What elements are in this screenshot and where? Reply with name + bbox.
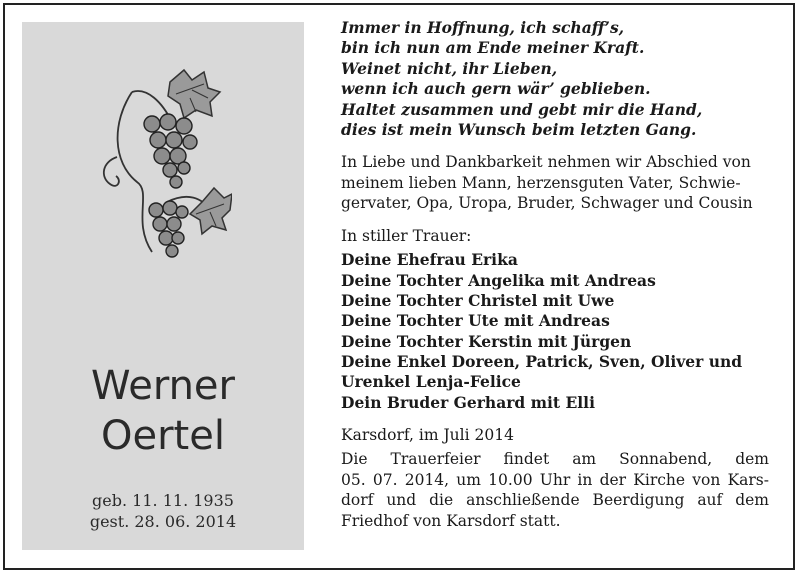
poem-line: Weinet nicht, ihr Lieben,: [341, 58, 558, 78]
life-dates: [22, 490, 304, 532]
poem-line: Immer in Hoffnung, ich schaff’s,: [341, 18, 625, 37]
deceased-last-name: Oertel: [101, 413, 225, 459]
funeral-line: dorf und die anschließende Beerdigung auf dem: [341, 491, 769, 510]
name-panel: [22, 22, 304, 550]
farewell-line: In Liebe und Dankbarkeit nehmen wir Abschied von: [341, 153, 751, 172]
funeral-line: Friedhof von Karsdorf statt.: [341, 511, 561, 530]
funeral-line: Die Trauerfeier findet am Sonnabend, dem: [341, 450, 769, 469]
mourner: Deine Tochter Ute mit Andreas: [341, 311, 610, 331]
grapevine-icon: [92, 62, 232, 262]
mourner: Urenkel Lenja-Felice: [341, 372, 521, 392]
poem-line: Haltet zusammen und gebt mir die Hand,: [341, 99, 703, 119]
mourner: Deine Tochter Christel mit Uwe: [341, 291, 615, 311]
mourner: Dein Bruder Gerhard mit Elli: [341, 392, 595, 412]
farewell-paragraph: [341, 152, 769, 214]
deceased-first-name: Werner: [91, 363, 235, 409]
farewell-line: gervater, Opa, Uropa, Bruder, Schwager und Cousin: [341, 194, 753, 213]
farewell-line: meinem lieben Mann, herzensguten Vater, Schwie-: [341, 173, 741, 192]
death-date: gest. 28. 06. 2014: [89, 512, 237, 531]
place-date: Karsdorf, im Juli 2014: [341, 425, 514, 444]
mourning-heading: In stiller Trauer:: [341, 226, 472, 245]
funeral-line: 05. 07. 2014, um 10.00 Uhr in der Kirche von Kars-: [341, 470, 769, 489]
poem-line: bin ich nun am Ende meiner Kraft.: [341, 38, 645, 58]
mourners-list: [341, 250, 769, 412]
funeral-info: [341, 449, 769, 531]
mourner: Deine Tochter Kerstin mit Jürgen: [341, 331, 632, 351]
mourner: Deine Ehefrau Erika: [341, 250, 518, 270]
mourner: Deine Enkel Doreen, Patrick, Sven, Oliver und: [341, 351, 743, 371]
notice-text: [341, 18, 769, 531]
poem: [341, 18, 769, 140]
mourner: Deine Tochter Angelika mit Andreas: [341, 270, 656, 290]
poem-line: dies ist mein Wunsch beim letzten Gang.: [341, 120, 697, 140]
birth-date: geb. 11. 11. 1935: [92, 491, 234, 510]
poem-line: wenn ich auch gern wär’ geblieben.: [341, 79, 651, 99]
